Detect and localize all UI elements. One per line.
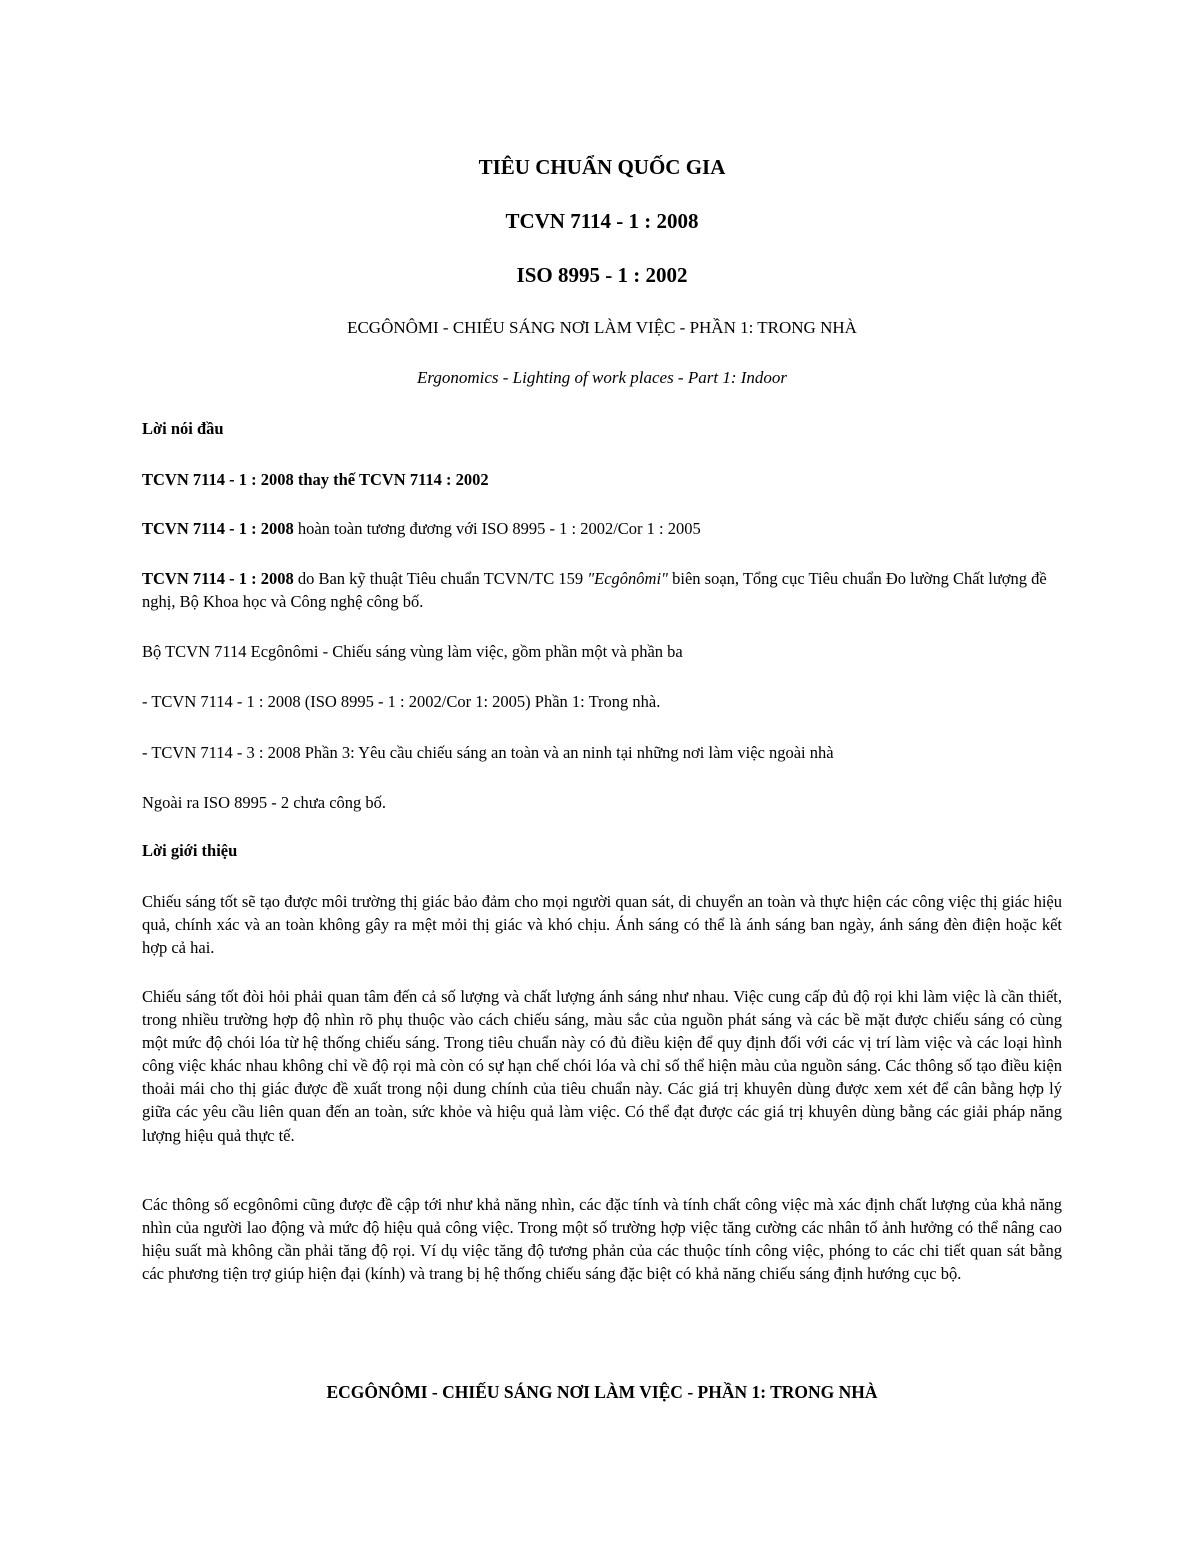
foreword-heading: Lời nói đầu: [142, 419, 224, 438]
introduction-heading: Lời giới thiệu: [142, 841, 238, 860]
tcvn-code: TCVN 7114 - 1 : 2008: [505, 209, 699, 233]
foreword-paragraph-5: - TCVN 7114 - 1 : 2008 (ISO 8995 - 1 : 2002/Cor 1: 2005) Phần 1: Trong nhà.: [142, 692, 661, 711]
iso-code: ISO 8995 - 1 : 2002: [516, 263, 688, 287]
foreword-paragraph-4: Bộ TCVN 7114 Ecgônômi - Chiếu sáng vùng làm việc, gồm phần một và phần ba: [142, 642, 683, 661]
standard-name-vi: ECGÔNÔMI - CHIẾU SÁNG NƠI LÀM VIỆC - PHẦN 1: TRONG NHÀ: [347, 318, 857, 337]
foreword-paragraph-3: [142, 567, 1062, 613]
foreword-paragraph-6: - TCVN 7114 - 3 : 2008 Phần 3: Yêu cầu chiếu sáng an toàn và an ninh tại những nơi làm việc ngoài nhà: [142, 743, 834, 762]
standard-name-en: Ergonomics - Lighting of work places - Part 1: Indoor: [416, 368, 788, 387]
foreword-paragraph-1: [142, 468, 1062, 491]
foreword-p3-italic: "Ecgônômi": [587, 569, 668, 588]
section-heading: ECGÔNÔMI - CHIẾU SÁNG NƠI LÀM VIỆC - PHẦN 1: TRONG NHÀ: [326, 1382, 878, 1402]
foreword-paragraph-2: [142, 517, 1062, 540]
foreword-p3-text-1: do Ban kỹ thuật Tiêu chuẩn TCVN/TC 159: [293, 569, 588, 588]
introduction-paragraph-1: Chiếu sáng tốt sẽ tạo được môi trường thị giác bảo đảm cho mọi người quan sát, di chuyển an toàn và thực hiện các công việc thị giác hiệu quả, chính xác và an toàn không gây ra mệt mỏi thị giác và khó chịu. Ánh sáng có thể là ánh sáng ban ngày, ánh sáng đèn điện hoặc kết hợp cả hai.: [142, 892, 1062, 958]
document-title: TIÊU CHUẨN QUỐC GIA: [478, 155, 726, 179]
foreword-p3-code: TCVN 7114 - 1 : 2008: [142, 569, 294, 588]
foreword-p2-code: TCVN 7114 - 1 : 2008: [142, 519, 294, 538]
foreword-paragraph-7: Ngoài ra ISO 8995 - 2 chưa công bố.: [142, 793, 387, 812]
foreword-p2-text: hoàn toàn tương đương với ISO 8995 - 1 : 2002/Cor 1 : 2005: [293, 519, 701, 538]
foreword-p3-text-2: biên soạn, Tổng cục Tiêu chuẩn Đo lường Chất lượng đề nghị, Bộ Khoa học và Công nghệ công bố.: [142, 569, 1047, 612]
introduction-paragraph-3: Các thông số ecgônômi cũng được đề cập tới như khả năng nhìn, các đặc tính và tính chất công việc mà xác định chất lượng của khả năng nhìn của người lao động và mức độ hiệu quả công việc. Trong một số trường hợp việc tăng cường các nhân tố ảnh hưởng có thể nâng cao hiệu suất mà không cần phải tăng độ rọi. Ví dụ việc tăng độ tương phản của các thuộc tính công việc, phóng to các chi tiết quan sát bằng các phương tiện trợ giúp hiện đại (kính) và trang bị hệ thống chiếu sáng đặc biệt có khả năng chiếu sáng định hướng cục bộ.: [142, 1195, 1062, 1284]
introduction-paragraph-2: Chiếu sáng tốt đòi hỏi phải quan tâm đến cả số lượng và chất lượng ánh sáng như nhau. Việc cung cấp đủ độ rọi khi làm việc là cần thiết, trong nhiều trường hợp độ nhìn rõ phụ thuộc vào cách chiếu sáng, màu sắc của nguồn phát sáng và các bề mặt được chiếu sáng có cùng một mức độ chói lóa từ hệ thống chiếu sáng. Trong tiêu chuẩn này có đủ điều kiện để quy định đối với các vị trí làm việc và các loại hình công việc khác nhau không chỉ về độ rọi mà còn có sự hạn chế chói lóa và chỉ số thể hiện màu của nguồn sáng. Các thông số tạo điều kiện thoải mái cho thị giác được đề xuất trong nội dung chính của tiêu chuẩn này. Các giá trị khuyên dùng được xem xét để cân bằng hợp lý giữa các yêu cầu liên quan đến an toàn, sức khỏe và hiệu quả làm việc. Có thể đạt được các giá trị khuyên dùng bằng các giải pháp năng lượng hiệu quả thực tế.: [142, 987, 1062, 1145]
foreword-p1-text: TCVN 7114 - 1 : 2008 thay thế TCVN 7114 : 2002: [142, 470, 489, 489]
